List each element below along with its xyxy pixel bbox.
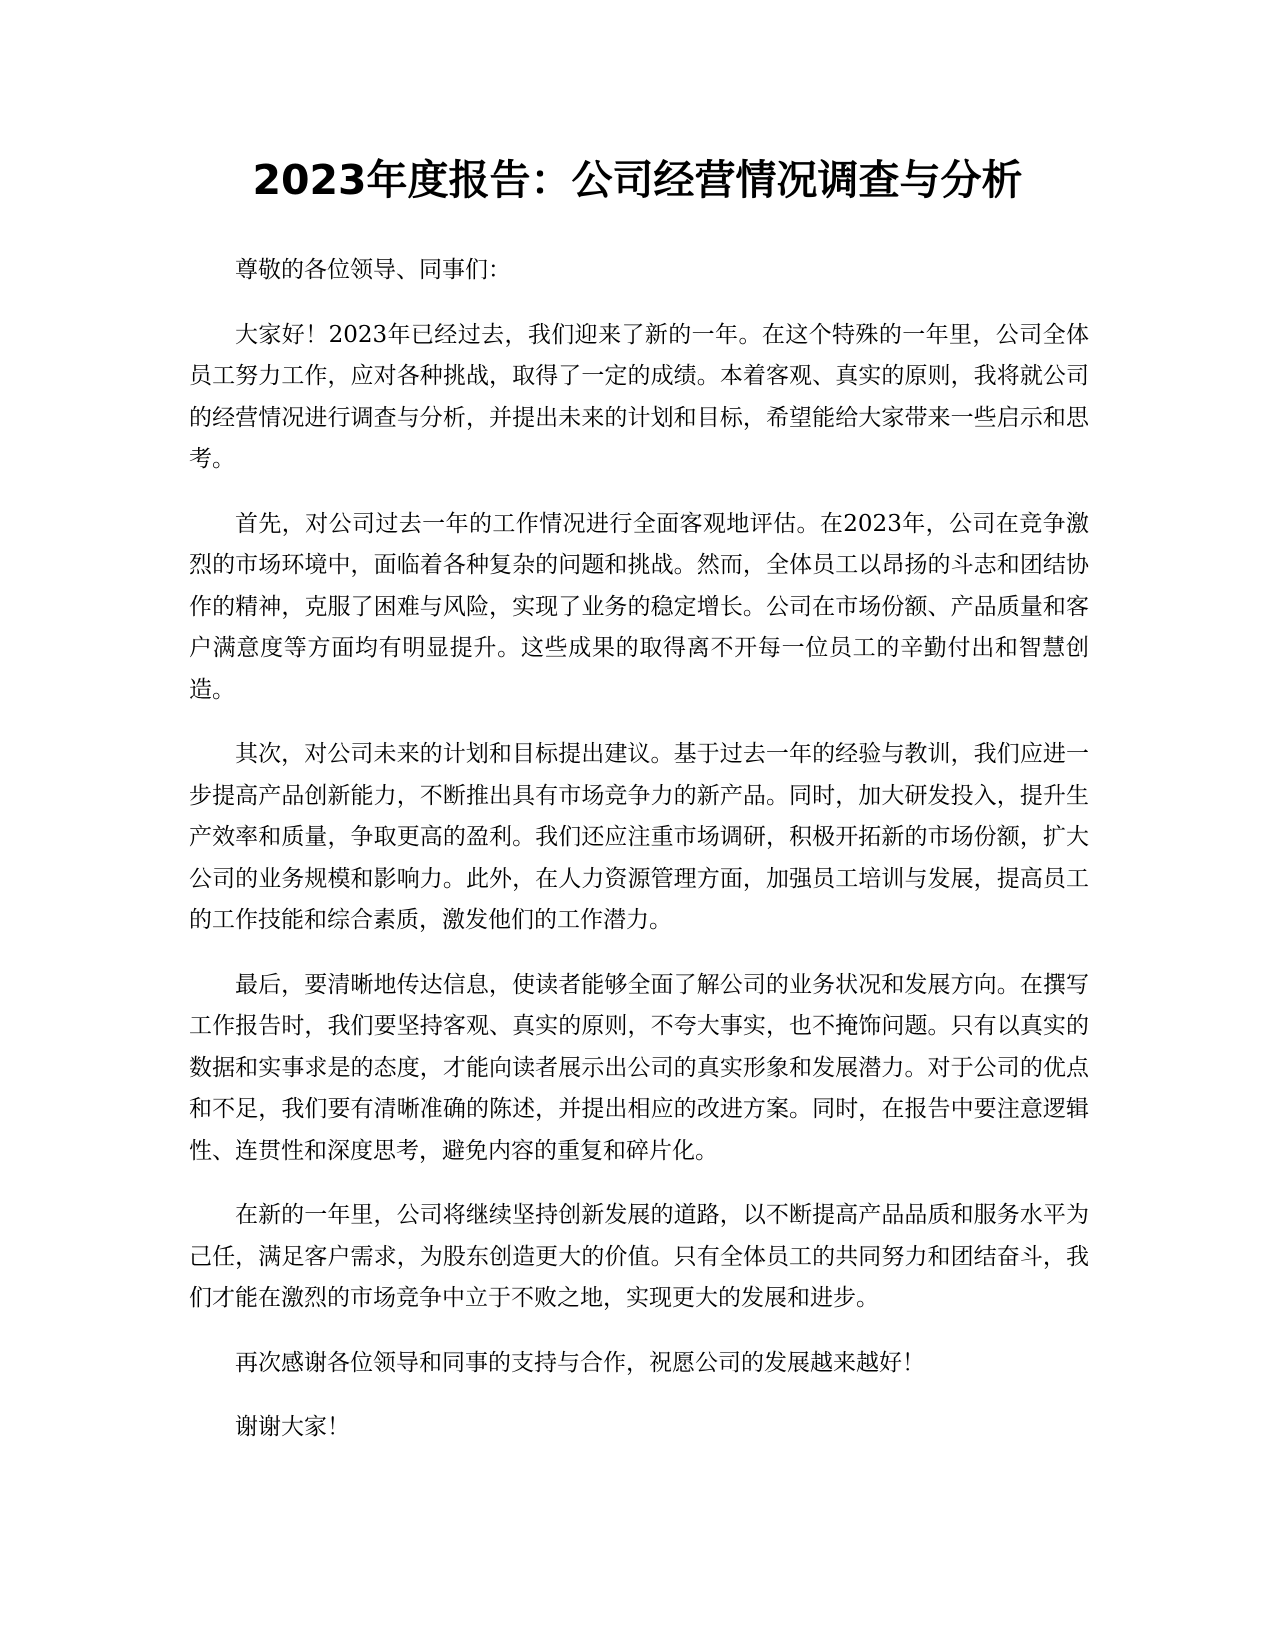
paragraph-evaluation: 首先，对公司过去一年的工作情况进行全面客观地评估。在2023年，公司在竞争激烈的市场环境中，面临着各种复杂的问题和挑战。然而，全体员工以昂扬的斗志和团结协作的精神，克服了困难与风险，实现了业务的稳定增长。公司在市场份额、产品质量和客户满意度等方面均有明显提升。这些成果的取得离不开每一位员工的辛勤付出和智慧创造。 xyxy=(189,510,1089,703)
paragraph-new-year-outlook: 在新的一年里，公司将继续坚持创新发展的道路，以不断提高产品品质和服务水平为己任，满足客户需求，为股东创造更大的价值。只有全体员工的共同努力和团结奋斗，我们才能在激烈的市场竞争中立于不败之地，实现更大的发展和进步。 xyxy=(189,1202,1089,1311)
salutation: 尊敬的各位领导、同事们： xyxy=(235,257,511,283)
paragraph-greeting: 大家好！2023年已经过去，我们迎来了新的一年。在这个特殊的一年里，公司全体员工努力工作，应对各种挑战，取得了一定的成绩。本着客观、真实的原则，我将就公司的经营情况进行调查与分析，并提出未来的计划和目标，希望能给大家带来一些启示和思考。 xyxy=(189,321,1089,472)
closing-line: 谢谢大家！ xyxy=(235,1414,350,1440)
document-body xyxy=(189,250,1089,1472)
paragraph-thanks: 再次感谢各位领导和同事的支持与合作，祝愿公司的发展越来越好！ xyxy=(235,1349,925,1376)
paragraph-future-plans: 其次，对公司未来的计划和目标提出建议。基于过去一年的经验与教训，我们应进一步提高产品创新能力，不断推出具有市场竞争力的新产品。同时，加大研发投入，提升生产效率和质量，争取更高的盈利。我们还应注重市场调研，积极开拓新的市场份额，扩大公司的业务规模和影响力。此外，在人力资源管理方面，加强员工培训与发展，提高员工的工作技能和综合素质，激发他们的工作潜力。 xyxy=(189,741,1089,933)
paragraph-reporting-principles: 最后，要清晰地传达信息，使读者能够全面了解公司的业务状况和发展方向。在撰写工作报告时，我们要坚持客观、真实的原则，不夸大事实，也不掩饰问题。只有以真实的数据和实事求是的态度，才能向读者展示出公司的真实形象和发展潜力。对于公司的优点和不足，我们要有清晰准确的陈述，并提出相应的改进方案。同时，在报告中要注意逻辑性、连贯性和深度思考，避免内容的重复和碎片化。 xyxy=(189,971,1089,1164)
document-title: 2023年度报告：公司经营情况调查与分析 xyxy=(252,156,1023,204)
